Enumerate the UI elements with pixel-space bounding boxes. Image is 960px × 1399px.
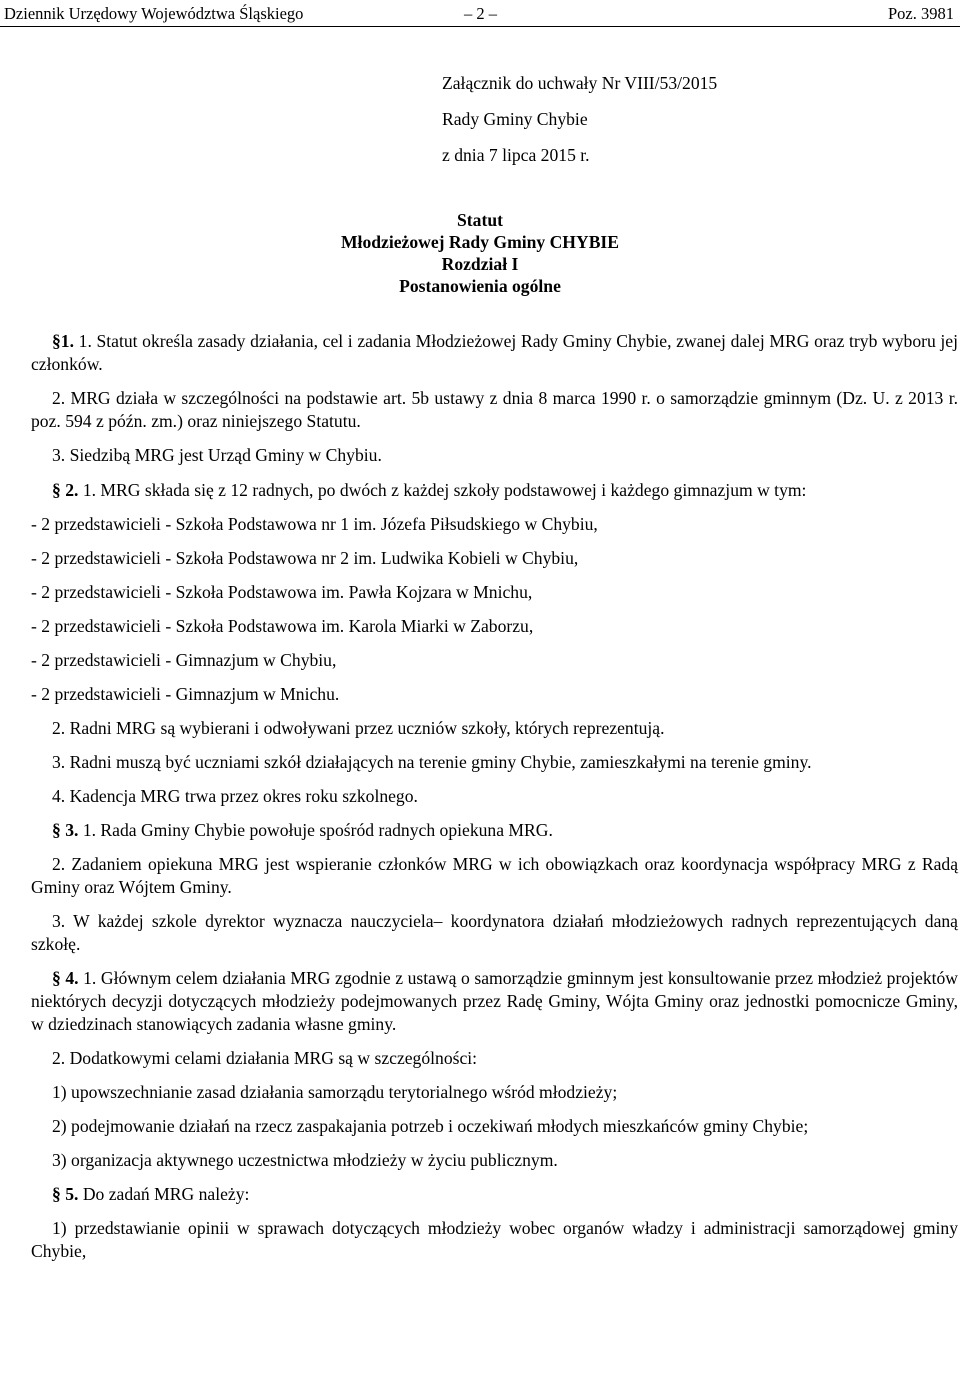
chapter-heading: Rozdział I <box>441 254 519 274</box>
section-number <box>52 968 79 988</box>
list-item: - 2 przedstawicieli - Szkoła Podstawowa nr 1 im. Józefa Piłsudskiego w Chybiu, <box>31 514 598 534</box>
list-item: - 2 przedstawicieli - Gimnazjum w Chybiu, <box>31 650 337 670</box>
section-mark: § <box>52 1184 61 1204</box>
title-line: Statut <box>457 210 503 230</box>
paragraph-text: 1. MRG składa się z 12 radnych, po dwóch z każdej szkoły podstawowej i każdego gimnazjum w tym: <box>82 480 807 500</box>
list-item: - 2 przedstawicieli - Szkoła Podstawowa nr 2 im. Ludwika Kobieli w Chybiu, <box>31 548 579 568</box>
paragraph <box>31 1183 958 1206</box>
section-number <box>52 331 74 351</box>
paragraph <box>31 819 958 842</box>
section-mark: § <box>52 968 61 988</box>
paragraph: 3. W każdej szkole dyrektor wyznacza nauczyciela– koordynatora działań młodzieżowych radnych reprezentujących daną szkołę. <box>31 911 958 954</box>
document-title <box>0 209 960 297</box>
title-line: Młodzieżowej Rady Gminy CHYBIE <box>340 232 620 252</box>
list-item: - 2 przedstawicieli - Szkoła Podstawowa im. Pawła Kojzara w Mnichu, <box>31 582 533 602</box>
paragraph-text: Do zadań MRG należy: <box>82 1184 250 1204</box>
section-number <box>52 1184 78 1204</box>
section-number-value: 2. <box>65 480 79 500</box>
list-item: 3) organizacja aktywnego uczestnictwa młodzieży w życiu publicznym. <box>52 1150 558 1170</box>
paragraph <box>31 479 958 502</box>
page-number: – 2 – <box>464 4 497 23</box>
page-header <box>0 0 960 27</box>
paragraph <box>31 330 958 376</box>
list-item: - 2 przedstawicieli - Szkoła Podstawowa im. Karola Miarki w Zaborzu, <box>31 616 534 636</box>
section-number-value: 5. <box>65 1184 79 1204</box>
paragraph: 3. Radni muszą być uczniami szkół działających na terenie gminy Chybie, zamieszkałymi na terenie gminy. <box>52 752 812 772</box>
section-number-value: 1. <box>60 331 74 351</box>
section-mark: § <box>52 480 61 500</box>
position-number: Poz. 3981 <box>888 4 954 23</box>
section-number-value: 3. <box>65 820 79 840</box>
annex-line: Załącznik do uchwały Nr VIII/53/2015 <box>442 73 718 93</box>
paragraph: 2. Dodatkowymi celami działania MRG są w szczególności: <box>52 1048 478 1068</box>
section-number-value: 4. <box>65 968 79 988</box>
section-mark: § <box>52 331 61 351</box>
list-item: 1) przedstawianie opinii w sprawach dotyczących młodzieży wobec organów władzy i administracji samorządowej gminy Chybie, <box>31 1218 958 1261</box>
paragraph <box>31 967 958 1036</box>
paragraph: 4. Kadencja MRG trwa przez okres roku szkolnego. <box>52 786 418 806</box>
section-number <box>52 820 78 840</box>
journal-name: Dziennik Urzędowy Województwa Śląskiego <box>4 4 304 23</box>
annex-line: Rady Gminy Chybie <box>442 109 588 129</box>
paragraph: 3. Siedzibą MRG jest Urząd Gminy w Chybiu. <box>52 445 382 465</box>
annex-line: z dnia 7 lipca 2015 r. <box>442 145 590 165</box>
paragraph-text: 1. Głównym celem działania MRG zgodnie z ustawą o samorządzie gminnym jest konsultowanie przez młodzież projektów niektórych decyzji dotyczących młodzieży podejmowanych przez Radę Gminy, Wójta Gminy oraz jednostki pomocnicze Gminy, w dziedzinach stanowiących zadania własne gminy. <box>31 968 959 1034</box>
paragraph: 2. MRG działa w szczególności na podstawie art. 5b ustawy z dnia 8 marca 1990 r. o samorządzie gminnym (Dz. U. z 2013 r. poz. 594 z późn. zm.) oraz niniejszego Statutu. <box>31 388 958 431</box>
paragraph-text: 1. Statut określa zasady działania, cel i zadania Młodzieżowej Rady Gminy Chybie, zwanej dalej MRG oraz tryb wyboru jej członków. <box>31 331 958 374</box>
paragraph: 2. Zadaniem opiekuna MRG jest wspieranie członków MRG w ich obowiązkach oraz koordynacja współpracy MRG z Radą Gminy oraz Wójtem Gminy. <box>31 854 958 897</box>
chapter-title: Postanowienia ogólne <box>399 276 561 296</box>
list-item: 1) upowszechnianie zasad działania samorządu terytorialnego wśród młodzieży; <box>52 1082 618 1102</box>
annex-block <box>442 71 717 179</box>
section-number <box>52 480 78 500</box>
paragraph-text: 1. Rada Gminy Chybie powołuje spośród radnych opiekuna MRG. <box>82 820 553 840</box>
document-body <box>31 330 958 1263</box>
paragraph: 2. Radni MRG są wybierani i odwoływani przez uczniów szkoły, których reprezentują. <box>52 718 665 738</box>
list-item: 2) podejmowanie działań na rzecz zaspakajania potrzeb i oczekiwań młodych mieszkańców gminy Chybie; <box>52 1116 809 1136</box>
section-mark: § <box>52 820 61 840</box>
list-item: - 2 przedstawicieli - Gimnazjum w Mnichu. <box>31 684 340 704</box>
